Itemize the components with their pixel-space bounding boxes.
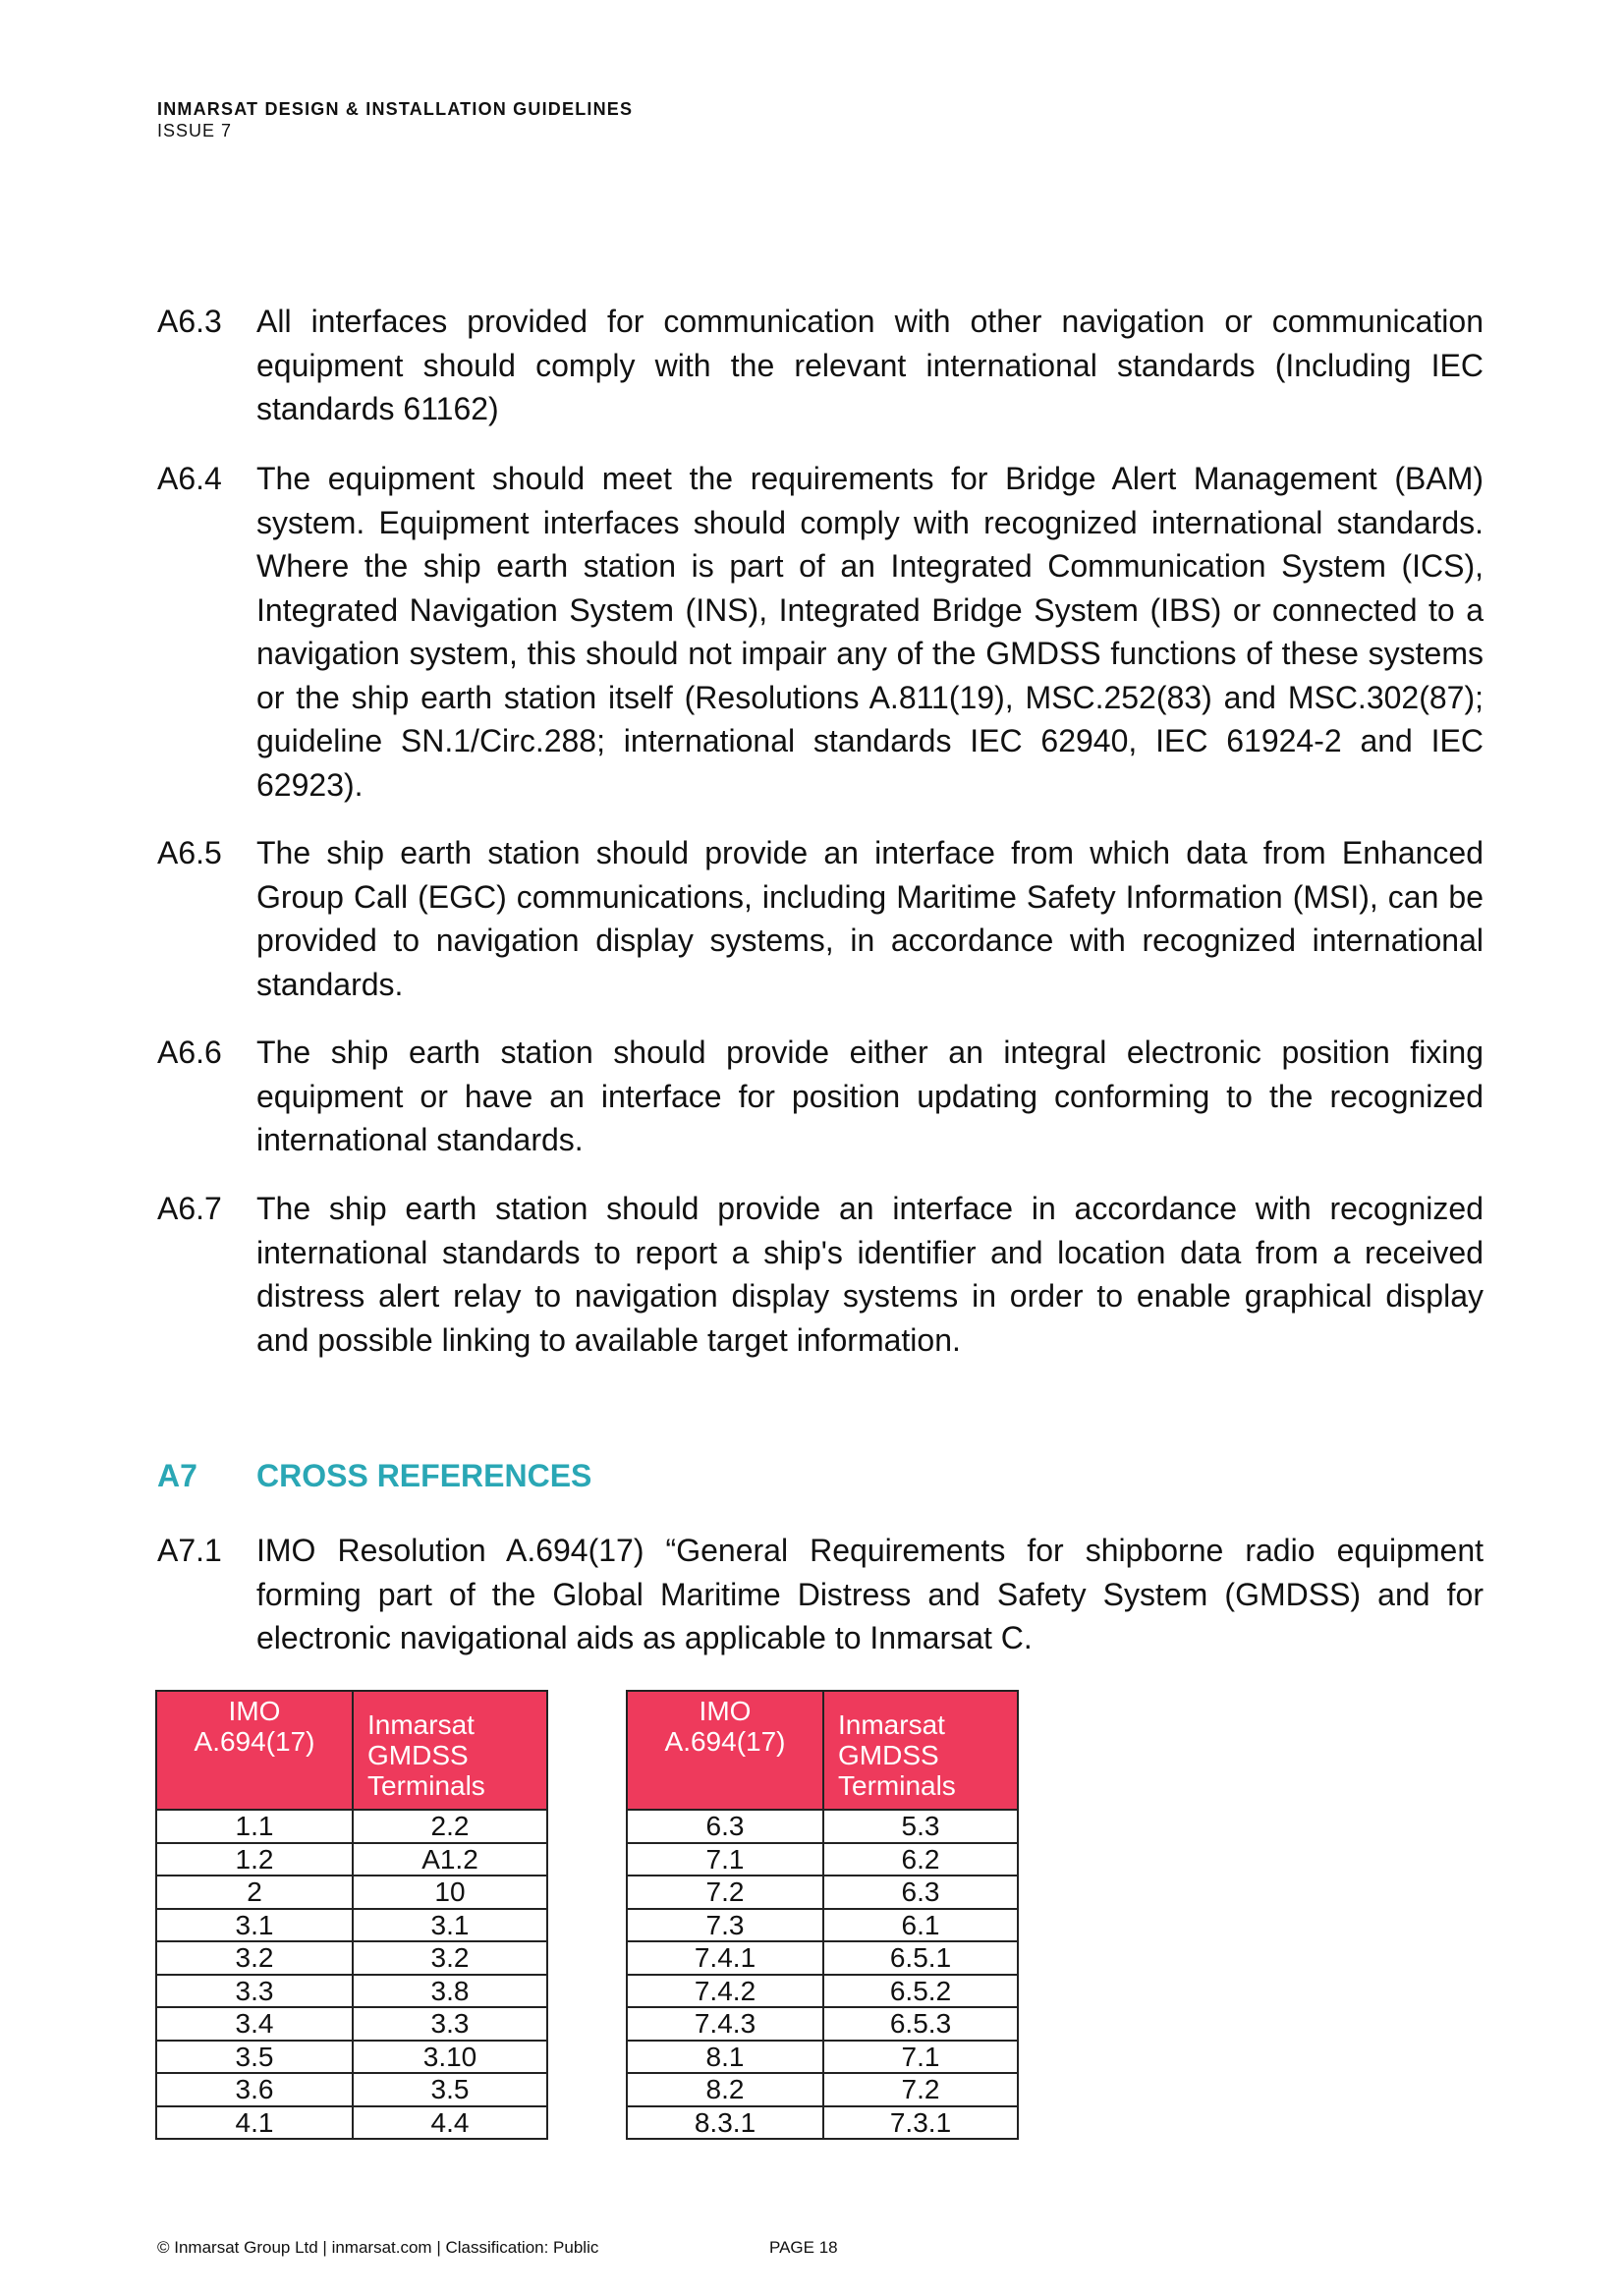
table-row	[156, 2106, 547, 2140]
table-row	[627, 2073, 1018, 2106]
table-row	[627, 2041, 1018, 2074]
page-header	[157, 98, 633, 141]
inmarsat-reference-cell: 3.2	[353, 1941, 547, 1975]
header-line: A.694(17)	[664, 1726, 786, 1757]
imo-reference-cell: 8.2	[627, 2073, 823, 2106]
table-row	[156, 1975, 547, 2008]
clause-a6-4	[157, 457, 1484, 807]
table-row	[627, 1909, 1018, 1942]
inmarsat-reference-cell: 3.5	[353, 2073, 547, 2106]
header-line: Terminals	[838, 1770, 956, 1801]
imo-column-header	[627, 1691, 823, 1810]
section-heading	[157, 1454, 591, 1497]
header-line: GMDSS	[367, 1740, 469, 1770]
inmarsat-reference-cell: 6.2	[823, 1843, 1018, 1876]
imo-reference-cell: 1.2	[156, 1843, 353, 1876]
header-line: Terminals	[367, 1770, 485, 1801]
inmarsat-reference-cell: 3.3	[353, 2007, 547, 2041]
inmarsat-reference-cell: 6.5.3	[823, 2007, 1018, 2041]
section-number: A7	[157, 1458, 197, 1493]
header-line: IMO	[228, 1696, 281, 1726]
imo-reference-cell: 7.3	[627, 1909, 823, 1942]
imo-reference-cell: 3.1	[156, 1909, 353, 1942]
table-row	[627, 1941, 1018, 1975]
page-footer	[157, 2238, 838, 2258]
clause-number: A7.1	[157, 1533, 222, 1568]
imo-reference-cell: 3.2	[156, 1941, 353, 1975]
inmarsat-reference-cell: 5.3	[823, 1810, 1018, 1843]
header-line: GMDSS	[838, 1740, 939, 1770]
section-title: CROSS REFERENCES	[256, 1458, 592, 1493]
inmarsat-reference-cell: 6.3	[823, 1876, 1018, 1909]
clause-text: The ship earth station should provide an interface from which data from Enhanced Group Call (EGC) communications, including Maritime Safety Information (MSI), can be provided to navigation display systems, in accordance with recognized international standards.	[256, 835, 1484, 1002]
inmarsat-reference-cell: 7.3.1	[823, 2106, 1018, 2140]
footer-text: © Inmarsat Group Ltd | inmarsat.com | Classification: Public	[157, 2238, 599, 2257]
imo-reference-cell: 7.4.1	[627, 1941, 823, 1975]
header-line: Inmarsat	[838, 1709, 945, 1740]
inmarsat-reference-cell: 4.4	[353, 2106, 547, 2140]
table-row	[156, 1876, 547, 1909]
inmarsat-reference-cell: 2.2	[353, 1810, 547, 1843]
header-line: A.694(17)	[194, 1726, 315, 1757]
table-row	[156, 1909, 547, 1942]
table-row	[156, 2007, 547, 2041]
page-number: PAGE 18	[769, 2238, 838, 2257]
table-row	[627, 1975, 1018, 2008]
table-row	[156, 1843, 547, 1876]
imo-reference-cell: 7.1	[627, 1843, 823, 1876]
clause-a6-5	[157, 831, 1484, 1006]
clause-a7-1	[157, 1529, 1484, 1660]
inmarsat-reference-cell: 10	[353, 1876, 547, 1909]
table-row	[627, 2007, 1018, 2041]
inmarsat-reference-cell: 6.5.2	[823, 1975, 1018, 2008]
imo-reference-cell: 8.1	[627, 2041, 823, 2074]
clause-number: A6.7	[157, 1191, 222, 1226]
clause-number: A6.3	[157, 304, 222, 339]
imo-reference-cell: 3.3	[156, 1975, 353, 2008]
inmarsat-column-header	[353, 1691, 547, 1810]
inmarsat-column-header	[823, 1691, 1018, 1810]
document-issue: ISSUE 7	[157, 121, 233, 140]
clause-text: The equipment should meet the requirements for Bridge Alert Management (BAM) system. Equipment interfaces should comply with recognized international standards. Where the ship earth station is part of an Integrated Communication System (ICS), Integrated Navigation System (INS), Integrated Bridge System (IBS) or connected to a navigation system, this should not impair any of the GMDSS functions of these systems or the ship earth station itself (Resolutions A.811(19), MSC.252(83) and MSC.302(87); guideline SN.1/Circ.288; international standards IEC 62940, IEC 61924-2 and IEC 62923).	[256, 461, 1484, 803]
inmarsat-reference-cell: 7.2	[823, 2073, 1018, 2106]
table-row	[627, 2106, 1018, 2140]
clause-a6-3	[157, 300, 1484, 431]
imo-reference-cell: 4.1	[156, 2106, 353, 2140]
inmarsat-reference-cell: 3.1	[353, 1909, 547, 1942]
clause-text: The ship earth station should provide either an integral electronic position fixing equipment or have an interface for position updating conforming to the recognized international standards.	[256, 1035, 1484, 1157]
document-title: INMARSAT DESIGN & INSTALLATION GUIDELINES	[157, 99, 634, 119]
clause-number: A6.6	[157, 1035, 222, 1070]
imo-reference-cell: 3.5	[156, 2041, 353, 2074]
inmarsat-reference-cell: A1.2	[353, 1843, 547, 1876]
inmarsat-reference-cell: 6.5.1	[823, 1941, 1018, 1975]
cross-reference-table-left	[155, 1690, 548, 2140]
imo-reference-cell: 7.4.3	[627, 2007, 823, 2041]
clause-text: All interfaces provided for communication with other navigation or communication equipment should comply with the relevant international standards (Including IEC standards 61162)	[256, 304, 1484, 426]
table-row	[627, 1810, 1018, 1843]
table-header-row	[627, 1691, 1018, 1810]
imo-reference-cell: 6.3	[627, 1810, 823, 1843]
table-row	[156, 2041, 547, 2074]
table-header-row	[156, 1691, 547, 1810]
inmarsat-reference-cell: 7.1	[823, 2041, 1018, 2074]
table-row	[156, 2073, 547, 2106]
imo-reference-cell: 2	[156, 1876, 353, 1909]
clause-number: A6.5	[157, 835, 222, 870]
table-row	[156, 1941, 547, 1975]
imo-reference-cell: 7.2	[627, 1876, 823, 1909]
imo-reference-cell: 3.4	[156, 2007, 353, 2041]
inmarsat-reference-cell: 3.10	[353, 2041, 547, 2074]
inmarsat-reference-cell: 6.1	[823, 1909, 1018, 1942]
imo-reference-cell: 7.4.2	[627, 1975, 823, 2008]
imo-reference-cell: 1.1	[156, 1810, 353, 1843]
table-row	[627, 1843, 1018, 1876]
header-line: IMO	[699, 1696, 752, 1726]
cross-reference-table-right	[626, 1690, 1019, 2140]
clause-text: The ship earth station should provide an interface in accordance with recognized international standards to report a ship's identifier and location data from a received distress alert relay to navigation display systems in order to enable graphical display and possible linking to available target information.	[256, 1191, 1484, 1358]
inmarsat-reference-cell: 3.8	[353, 1975, 547, 2008]
imo-column-header	[156, 1691, 353, 1810]
table-row	[156, 1810, 547, 1843]
clause-a6-7	[157, 1187, 1484, 1362]
imo-reference-cell: 8.3.1	[627, 2106, 823, 2140]
table-row	[627, 1876, 1018, 1909]
imo-reference-cell: 3.6	[156, 2073, 353, 2106]
clause-number: A6.4	[157, 461, 222, 496]
clause-a6-6	[157, 1031, 1484, 1162]
clause-text: IMO Resolution A.694(17) “General Requirements for shipborne radio equipment forming part of the Global Maritime Distress and Safety System (GMDSS) and for electronic navigational aids as applicable to Inmarsat C.	[256, 1533, 1484, 1655]
header-line: Inmarsat	[367, 1709, 475, 1740]
